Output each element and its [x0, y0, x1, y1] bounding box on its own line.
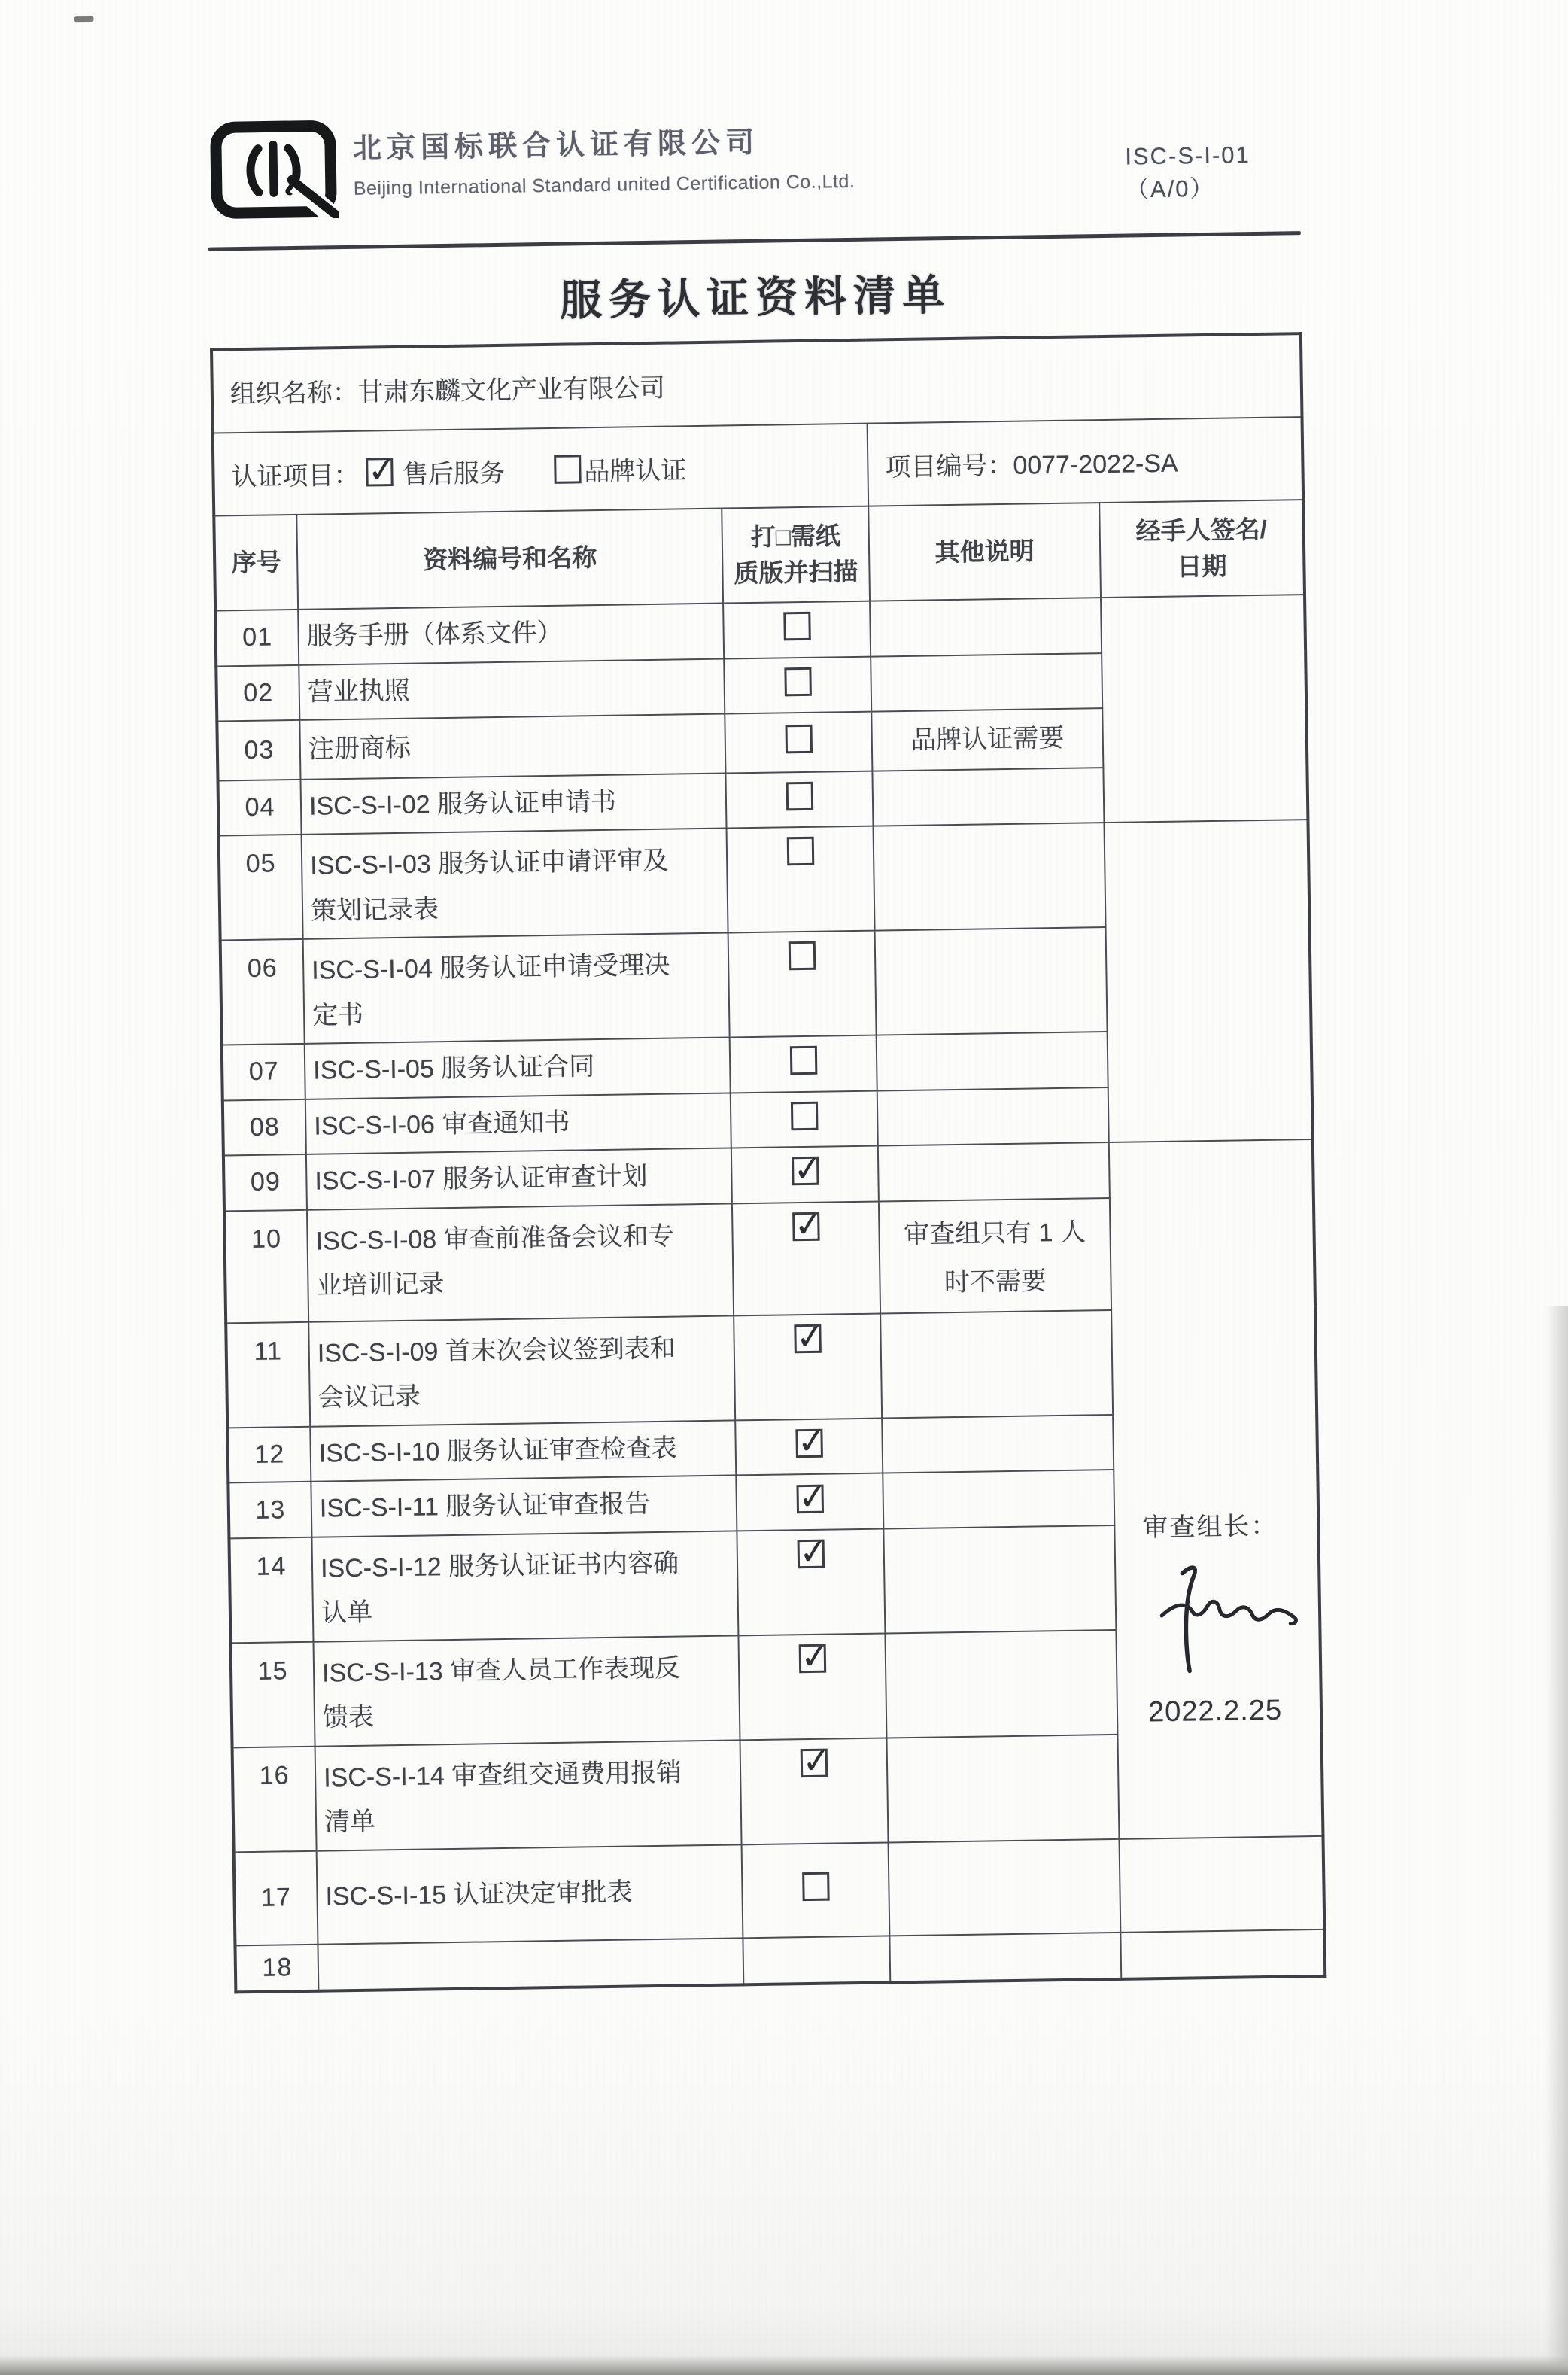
- row-checkbox-14-checked: [797, 1539, 825, 1568]
- checkbox-cell-01: [723, 601, 871, 658]
- materials-table: [210, 332, 1326, 1993]
- checkbox-cell-02: [724, 656, 871, 713]
- scan-right-shadow: [1545, 1306, 1568, 2375]
- name-cell-12: ISC-S-I-10 服务认证审查检查表: [310, 1420, 736, 1482]
- row-checkbox-12-checked: [795, 1429, 823, 1458]
- row-checkbox-04-empty: [786, 782, 813, 811]
- checkbox-cell-03: [725, 712, 872, 773]
- row-checkbox-16-checked: [800, 1748, 828, 1777]
- row-checkbox-09-checked: [792, 1157, 819, 1186]
- company-name-en: Beijing International Standard united Certification Co.,Ltd.: [353, 170, 855, 199]
- seq-cell-08: 08: [223, 1099, 306, 1155]
- signature-block: [1119, 1249, 1312, 1730]
- note-cell-07: [877, 1032, 1108, 1090]
- name-cell-13: ISC-S-I-11 服务认证审查报告: [311, 1476, 737, 1537]
- note-cell-05: [874, 823, 1106, 931]
- name-cell-11: ISC-S-I-09 首末次会议签到表和 会议记录: [308, 1315, 735, 1426]
- seq-cell-11: 11: [226, 1322, 310, 1428]
- row-checkbox-06-empty: [788, 941, 816, 971]
- name-cell-08: ISC-S-I-06 审查通知书: [305, 1093, 731, 1154]
- project-number-label: 项目编号：: [885, 451, 1013, 482]
- signer-cell-span-09: [1109, 1139, 1323, 1839]
- cert-option-after-sale-label: 售后服务: [402, 458, 506, 489]
- handwritten-signature: [1147, 1562, 1307, 1677]
- row-checkbox-17-empty: [802, 1872, 830, 1902]
- materials-tbody: [215, 595, 1325, 1992]
- seq-cell-12: 12: [227, 1427, 311, 1483]
- project-number-cell: [868, 417, 1304, 506]
- header-note: 其他说明: [868, 503, 1101, 601]
- signer-cell-span-01: [1101, 595, 1308, 823]
- name-cell-16: ISC-S-I-14 审查组交通费用报销 清单: [315, 1740, 742, 1850]
- seq-cell-15: 15: [231, 1642, 315, 1748]
- seq-cell-05: 05: [219, 835, 303, 941]
- row-checkbox-07-empty: [789, 1046, 817, 1075]
- seq-cell-06: 06: [220, 939, 305, 1045]
- seq-cell-03: 03: [217, 720, 300, 780]
- checkbox-cell-14: [737, 1528, 885, 1635]
- table-row-17: [234, 1836, 1325, 1945]
- seq-cell-17: 17: [234, 1851, 318, 1946]
- checkbox-cell-05: [727, 826, 875, 933]
- note-cell-14: [883, 1525, 1116, 1634]
- row-checkbox-11-checked: [794, 1324, 822, 1353]
- note-cell-17: [889, 1839, 1121, 1936]
- name-cell-02: 营业执照: [299, 658, 725, 720]
- checkbox-cell-18: [743, 1936, 890, 1984]
- page-title: 服务认证资料清单: [559, 270, 952, 324]
- row-checkbox-01-empty: [783, 612, 811, 641]
- org-name-value: 甘肃东麟文化产业有限公司: [357, 373, 666, 407]
- name-cell-15: ISC-S-I-13 审查人员工作表现反 馈表: [313, 1635, 740, 1746]
- header-divider: [208, 231, 1301, 251]
- checkbox-cell-09: [731, 1146, 879, 1203]
- checkbox-cell-08: [731, 1090, 878, 1148]
- header-checkbox: 打□需纸 质版并扫描: [722, 506, 870, 604]
- checkbox-brand-certification: [554, 455, 582, 484]
- name-cell-18: [318, 1938, 743, 1990]
- note-cell-01: [870, 598, 1102, 656]
- note-cell-16: [886, 1735, 1119, 1843]
- note-cell-11: [880, 1310, 1113, 1419]
- name-cell-14: ISC-S-I-12 服务认证证书内容确 认单: [311, 1531, 738, 1641]
- row-checkbox-13-checked: [796, 1484, 824, 1513]
- note-cell-08: [877, 1087, 1109, 1146]
- note-cell-03: 品牌认证需要: [871, 708, 1103, 771]
- cert-project-label: 认证项目：: [231, 461, 360, 491]
- checkbox-cell-15: [738, 1633, 886, 1740]
- note-cell-12: [882, 1415, 1114, 1473]
- document-number: ISC-S-I-01（A/0）: [1125, 141, 1251, 203]
- checkbox-cell-16: [740, 1738, 888, 1844]
- name-cell-06: ISC-S-I-04 服务认证申请受理决 定书: [303, 933, 730, 1044]
- org-name-label: 组织名称：: [229, 378, 359, 409]
- signature-date: 2022.2.25: [1147, 1695, 1283, 1729]
- name-cell-17: ISC-S-I-15 认证决定审批表: [317, 1844, 743, 1944]
- note-cell-13: [883, 1470, 1114, 1528]
- scan-speck: [74, 16, 93, 22]
- checkbox-cell-13: [736, 1473, 883, 1531]
- audit-leader-label: 审查组长：: [1142, 1512, 1278, 1543]
- document-header: [208, 105, 1302, 227]
- signer-cell-span-17: [1120, 1836, 1325, 1933]
- note-cell-09: [878, 1142, 1110, 1201]
- note-cell-10: 审查组只有 1 人 时不需要: [879, 1198, 1111, 1314]
- company-name-block: [353, 117, 855, 200]
- seq-cell-16: 16: [232, 1747, 317, 1853]
- row-checkbox-05-empty: [786, 837, 814, 866]
- name-cell-10: ISC-S-I-08 审查前准备会议和专 业培训记录: [307, 1203, 734, 1322]
- name-cell-07: ISC-S-I-05 服务认证合同: [305, 1038, 731, 1099]
- table-header-row: [214, 500, 1305, 610]
- note-cell-04: [872, 768, 1104, 826]
- header-seq: 序号: [214, 515, 298, 611]
- signer-cell-span-18: [1120, 1929, 1325, 1979]
- checkbox-cell-12: [735, 1418, 883, 1475]
- seq-cell-01: 01: [215, 610, 299, 666]
- name-cell-04: ISC-S-I-02 服务认证申请书: [300, 773, 726, 835]
- signer-cell-span-05: [1104, 820, 1312, 1142]
- cert-project-cell: [213, 424, 869, 516]
- seq-cell-02: 02: [216, 664, 299, 721]
- table-row-05: [219, 820, 1310, 940]
- seq-cell-04: 04: [218, 779, 302, 835]
- note-cell-02: [871, 653, 1102, 712]
- seq-cell-14: 14: [229, 1537, 313, 1644]
- name-cell-09: ISC-S-I-07 服务认证审查计划: [306, 1148, 732, 1210]
- checkbox-cell-07: [730, 1035, 877, 1093]
- note-cell-15: [885, 1630, 1117, 1738]
- seq-cell-18: 18: [235, 1945, 318, 1993]
- name-cell-05: ISC-S-I-03 服务认证申请评审及 策划记录表: [302, 829, 728, 939]
- note-cell-18: [889, 1933, 1121, 1983]
- header-signer: 经手人签名/ 日期: [1099, 500, 1305, 598]
- checkbox-cell-10: [732, 1201, 880, 1315]
- row-checkbox-15-checked: [798, 1644, 826, 1673]
- org-name-cell: [211, 333, 1302, 433]
- row-checkbox-10-checked: [792, 1212, 820, 1241]
- checkbox-cell-06: [728, 931, 877, 1038]
- project-number-value: 0077-2022-SA: [1013, 449, 1178, 480]
- cert-option-brand: [554, 456, 687, 487]
- company-name-cn: 北京国标联合认证有限公司: [352, 126, 760, 165]
- scan-bottom-shadow: [0, 2355, 1568, 2375]
- checkbox-after-sale-service: [366, 458, 394, 487]
- row-checkbox-08-empty: [790, 1102, 818, 1131]
- seq-cell-13: 13: [228, 1482, 311, 1538]
- org-name-row: [211, 333, 1302, 433]
- checkbox-cell-04: [725, 771, 873, 828]
- cert-project-row: [213, 417, 1303, 515]
- seq-cell-09: 09: [223, 1154, 307, 1211]
- note-cell-06: [875, 927, 1108, 1035]
- row-checkbox-02-empty: [784, 667, 812, 697]
- name-cell-01: 服务手册（体系文件）: [298, 604, 724, 665]
- name-cell-03: 注册商标: [299, 714, 725, 780]
- row-checkbox-03-empty: [785, 725, 813, 754]
- checkbox-cell-11: [734, 1313, 882, 1420]
- certification-logo-icon: [208, 119, 339, 220]
- seq-cell-10: 10: [224, 1209, 308, 1323]
- seq-cell-07: 07: [222, 1044, 305, 1100]
- cert-option-brand-label: 品牌认证: [584, 455, 687, 486]
- header-name: 资料编号和名称: [296, 509, 723, 610]
- checkbox-cell-17: [742, 1842, 890, 1938]
